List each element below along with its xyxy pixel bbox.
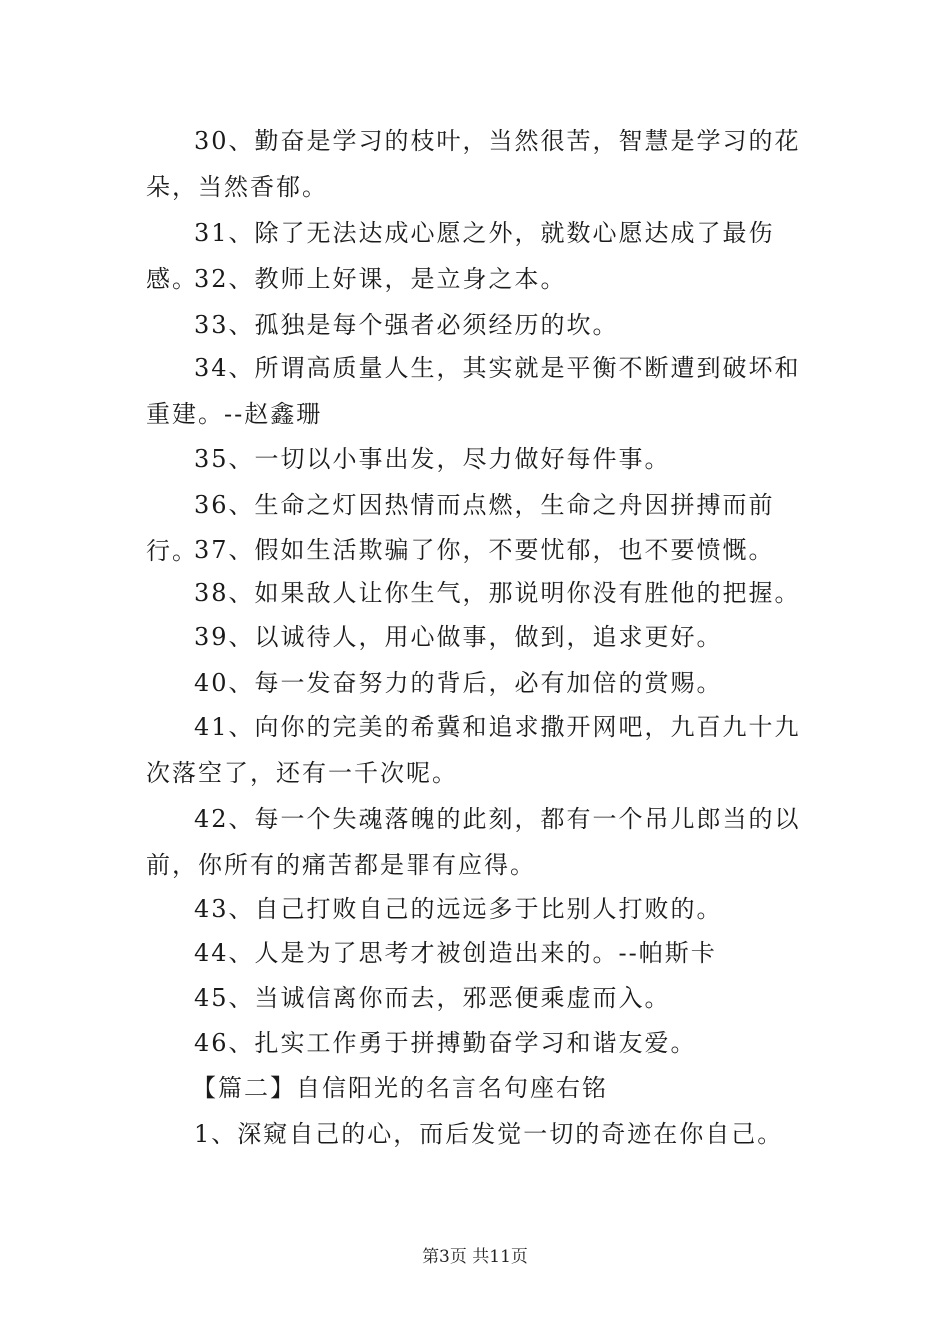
page-footer: 第3页 共11页	[422, 1247, 528, 1267]
paragraph-39: 39、以诚待人，用心做事，做到，追求更好。	[194, 623, 723, 651]
paragraph-46: 46、扎实工作勇于拼搏勤奋学习和谐友爱。	[194, 1029, 697, 1057]
paragraph-33: 33、孤独是每个强者必须经历的坎。	[194, 311, 619, 339]
paragraph-32: 32、教师上好课，是立身之本。	[194, 265, 567, 293]
paragraph-1: 1、深窥自己的心，而后发觉一切的奇迹在你自己。	[194, 1120, 784, 1148]
paragraph-43: 43、自己打败自己的远远多于比别人打败的。	[194, 895, 723, 923]
paragraph-36: 36、生命之灯因热情而点燃，生命之舟因拼搏而前行。	[146, 491, 775, 565]
paragraph-44: 44、人是为了思考才被创造出来的。--帕斯卡	[194, 939, 717, 967]
paragraph-37: 37、假如生活欺骗了你，不要忧郁，也不要愤慨。	[194, 536, 775, 564]
paragraph-31: 31、除了无法达成心愿之外，就数心愿达成了最伤感。	[146, 219, 775, 293]
section-heading: 【篇二】自信阳光的名言名句座右铭	[192, 1074, 608, 1102]
paragraph-45: 45、当诚信离你而去，邪恶便乘虚而入。	[194, 984, 671, 1012]
paragraph-41: 41、向你的完美的希冀和追求撒开网吧，九百九十九次落空了，还有一千次呢。	[146, 713, 801, 787]
paragraph-30: 30、勤奋是学习的枝叶，当然很苦，智慧是学习的花朵，当然香郁。	[146, 127, 801, 201]
paragraph-38: 38、如果敌人让你生气，那说明你没有胜他的把握。	[194, 579, 801, 607]
paragraph-42: 42、每一个失魂落魄的此刻，都有一个吊儿郎当的以前，你所有的痛苦都是罪有应得。	[146, 805, 801, 879]
paragraph-40: 40、每一发奋努力的背后，必有加倍的赏赐。	[194, 669, 723, 697]
paragraph-34: 34、所谓高质量人生，其实就是平衡不断遭到破坏和重建。--赵鑫珊	[146, 354, 801, 428]
paragraph-35: 35、一切以小事出发，尽力做好每件事。	[194, 445, 671, 473]
